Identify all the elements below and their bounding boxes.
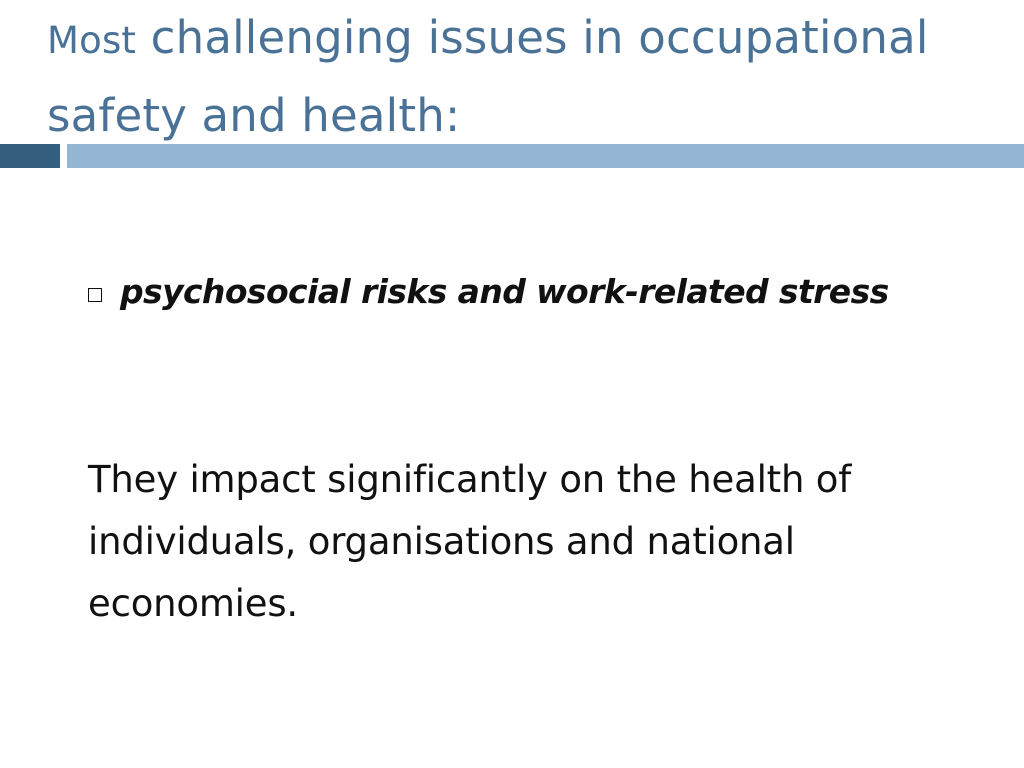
title-accent-bar-dark [0, 144, 60, 168]
hollow-square-bullet-icon [88, 288, 102, 302]
title-first-word: Most [47, 19, 137, 62]
bullet-text: psychosocial risks and work-related stress [120, 272, 889, 311]
body-paragraph [88, 449, 988, 635]
title-rest: challenging issues in occupational safety and health: [47, 11, 929, 142]
body-line-3: economies. [88, 582, 298, 625]
body-line-1: They impact significantly on the health of [88, 458, 852, 501]
slide-title [47, 0, 1007, 153]
title-accent-bar-light [67, 144, 1024, 168]
body-line-2: individuals, organisations and national [88, 520, 795, 563]
bullet-item [88, 272, 889, 311]
